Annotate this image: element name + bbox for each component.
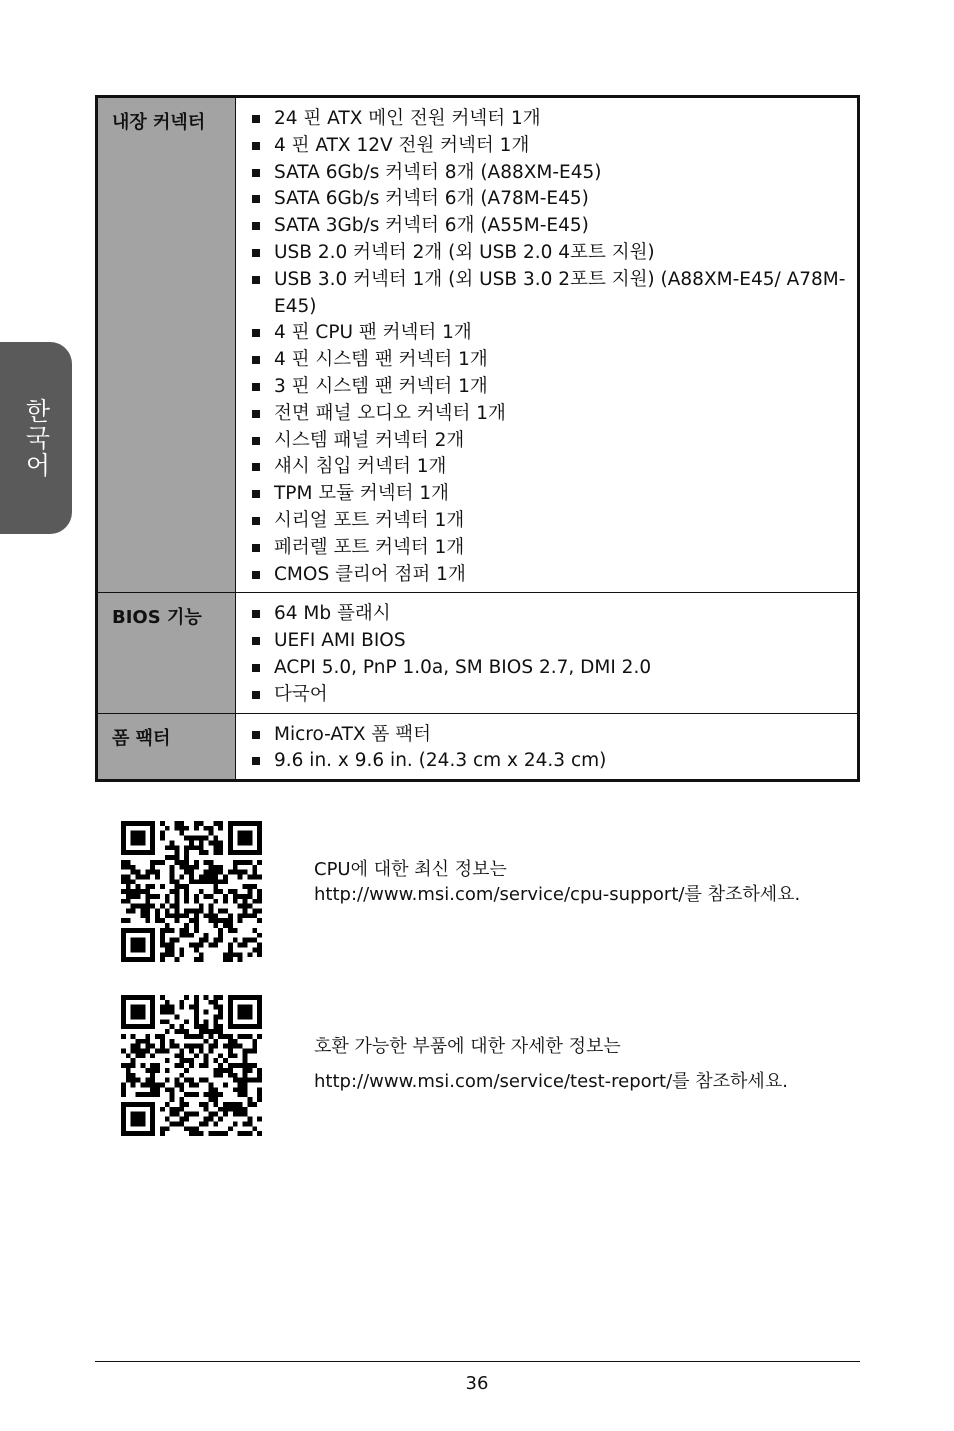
list-item: 9.6 in. x 9.6 in. (24.3 cm x 24.3 cm) (250, 748, 857, 775)
note-line: 호환 가능한 부품에 대한 자세한 정보는 (314, 1036, 621, 1057)
spec-row-bios (97, 593, 859, 713)
list-item: 24 핀 ATX 메인 전원 커넥터 1개 (250, 106, 857, 133)
cpu-support-note (314, 857, 800, 907)
list-item: 페러렐 포트 커넥터 1개 (250, 535, 857, 562)
row-label: 폼 팩터 (97, 713, 236, 781)
list-item: 3 핀 시스템 팬 커넥터 1개 (250, 374, 857, 401)
qr-code-icon (121, 821, 262, 962)
list-item: ACPI 5.0, PnP 1.0a, SM BIOS 2.7, DMI 2.0 (250, 655, 857, 682)
spec-table (95, 95, 860, 782)
item-list (250, 601, 857, 708)
list-item: TPM 모듈 커넥터 1개 (250, 481, 857, 508)
list-item: 4 핀 ATX 12V 전원 커넥터 1개 (250, 133, 857, 160)
language-label: 한국어 (22, 397, 51, 479)
list-item: 64 Mb 플래시 (250, 601, 857, 628)
list-item: 4 핀 시스템 팬 커넥터 1개 (250, 347, 857, 374)
list-item: 섀시 침입 커넥터 1개 (250, 454, 857, 481)
list-item: 다국어 (250, 682, 857, 709)
list-item: SATA 6Gb/s 커넥터 8개 (A88XM-E45) (250, 160, 857, 187)
note-link: http://www.msi.com/service/cpu-support/를 참조하세요. (314, 884, 801, 905)
test-report-note (314, 1034, 788, 1094)
qr-code-icon (121, 995, 262, 1136)
list-item: 시리얼 포트 커넥터 1개 (250, 508, 857, 535)
list-item: SATA 3Gb/s 커넥터 6개 (A55M-E45) (250, 213, 857, 240)
item-list (250, 106, 857, 588)
row-label: BIOS 기능 (97, 593, 236, 713)
list-item: Micro-ATX 폼 팩터 (250, 722, 857, 749)
language-side-tab (0, 342, 72, 534)
list-item: 전면 패널 오디오 커넥터 1개 (250, 401, 857, 428)
list-item: USB 3.0 커넥터 1개 (외 USB 3.0 2포트 지원) (A88XM-E45/ A78M-E45) (250, 267, 857, 321)
note-line: CPU에 대한 최신 정보는 (314, 859, 507, 880)
spec-row-form-factor (97, 713, 859, 781)
list-item: UEFI AMI BIOS (250, 628, 857, 655)
list-item: 시스템 패널 커넥터 2개 (250, 428, 857, 455)
note-link: http://www.msi.com/service/test-report/를 참조하세요. (314, 1071, 788, 1092)
list-item: SATA 6Gb/s 커넥터 6개 (A78M-E45) (250, 186, 857, 213)
spec-row-connectors (97, 97, 859, 593)
footer-rule (95, 1361, 860, 1362)
item-list (250, 722, 857, 776)
list-item: USB 2.0 커넥터 2개 (외 USB 2.0 4포트 지원) (250, 240, 857, 267)
list-item: CMOS 클리어 점퍼 1개 (250, 562, 857, 589)
list-item: 4 핀 CPU 팬 커넥터 1개 (250, 320, 857, 347)
page-number: 36 (465, 1373, 489, 1394)
row-label: 내장 커넥터 (97, 97, 236, 593)
